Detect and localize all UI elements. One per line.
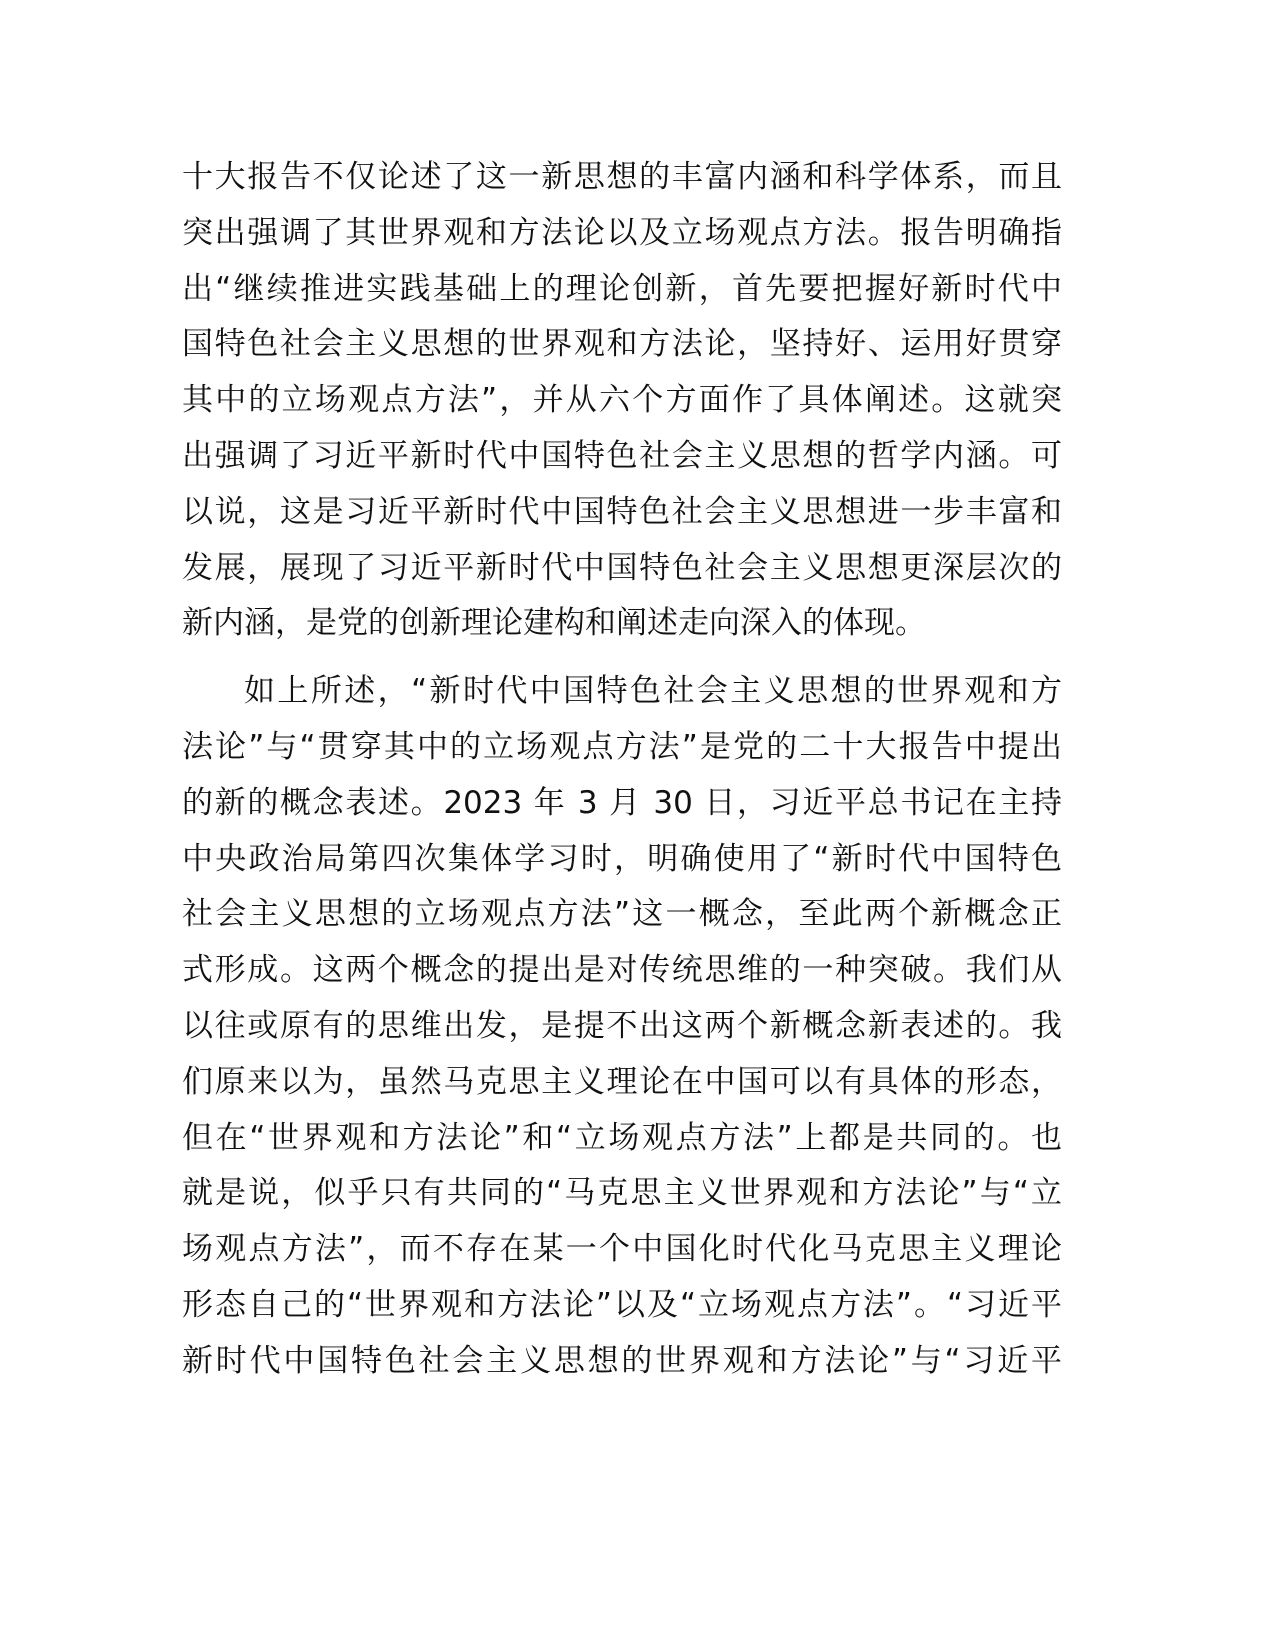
text-line: 中央政治局第四次集体学习时，明确使用了“新时代中国特色 xyxy=(182,840,1062,877)
body-text xyxy=(182,150,1062,1390)
text-line: 突出强调了其世界观和方法论以及立场观点方法。报告明确指 xyxy=(182,214,1062,251)
paragraph-spacer xyxy=(182,652,1062,664)
text-line: 形态自己的“世界观和方法论”以及“立场观点方法”。“习近平 xyxy=(182,1286,1062,1323)
text-line: 出强调了习近平新时代中国特色社会主义思想的哲学内涵。可 xyxy=(182,437,1062,474)
paragraph-2 xyxy=(182,664,1062,1389)
text-line: 以往或原有的思维出发，是提不出这两个新概念新表述的。我 xyxy=(182,1007,1062,1044)
text-line: 就是说，似乎只有共同的“马克思主义世界观和方法论”与“立 xyxy=(182,1175,1062,1212)
paragraph-1 xyxy=(182,150,1062,652)
text-line: 如上所述，“新时代中国特色社会主义思想的世界观和方 xyxy=(244,673,1062,710)
text-line: 新内涵，是党的创新理论建构和阐述走向深入的体现。 xyxy=(182,605,926,642)
text-line: 新时代中国特色社会主义思想的世界观和方法论”与“习近平 xyxy=(182,1342,1062,1379)
text-line: 社会主义思想的立场观点方法”这一概念，至此两个新概念正 xyxy=(182,896,1062,933)
text-line: 法论”与“贯穿其中的立场观点方法”是党的二十大报告中提出 xyxy=(182,728,1062,765)
text-line: 出“继续推进实践基础上的理论创新，首先要把握好新时代中 xyxy=(182,270,1062,307)
text-line: 的新的概念表述。2023 年 3 月 30 日，习近平总书记在主持 xyxy=(182,784,1062,821)
text-line: 但在“世界观和方法论”和“立场观点方法”上都是共同的。也 xyxy=(182,1119,1062,1156)
text-line: 发展，展现了习近平新时代中国特色社会主义思想更深层次的 xyxy=(182,549,1062,586)
text-line: 其中的立场观点方法”，并从六个方面作了具体阐述。这就突 xyxy=(182,382,1062,419)
text-line: 场观点方法”，而不存在某一个中国化时代化马克思主义理论 xyxy=(182,1231,1062,1268)
text-line: 十大报告不仅论述了这一新思想的丰富内涵和科学体系，而且 xyxy=(182,159,1062,195)
text-line: 们原来以为，虽然马克思主义理论在中国可以有具体的形态， xyxy=(182,1063,1062,1100)
text-line: 以说，这是习近平新时代中国特色社会主义思想进一步丰富和 xyxy=(182,493,1062,530)
text-line: 国特色社会主义思想的世界观和方法论，坚持好、运用好贯穿 xyxy=(182,326,1062,363)
text-line: 式形成。这两个概念的提出是对传统思维的一种突破。我们从 xyxy=(182,952,1062,989)
